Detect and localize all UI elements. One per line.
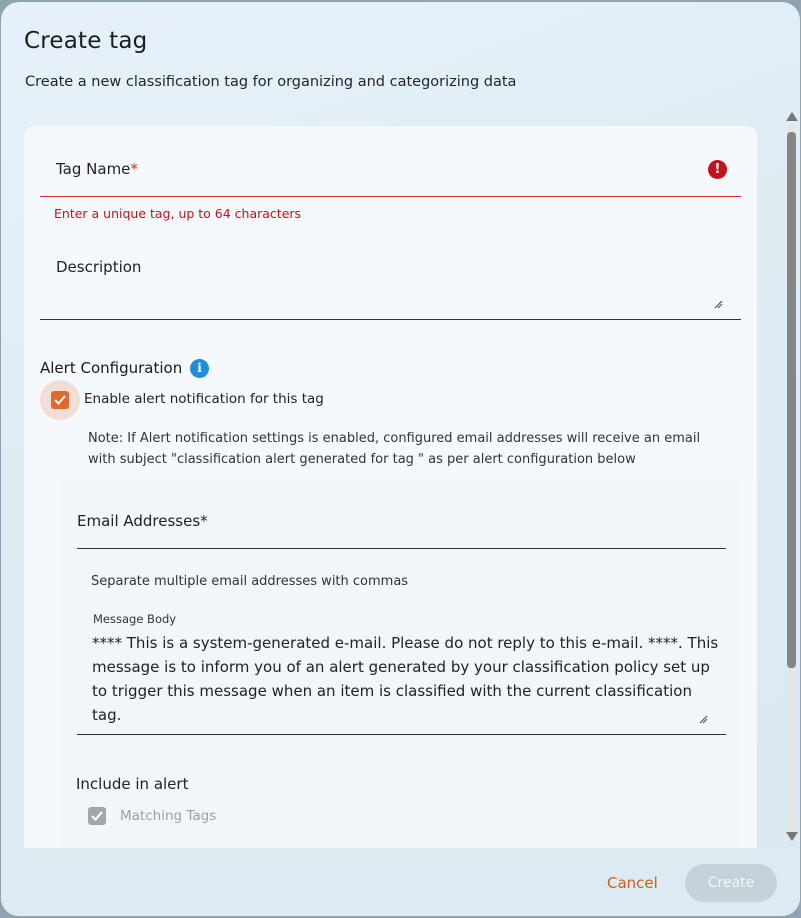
error-icon: ! xyxy=(708,160,727,179)
email-helper-text: Separate multiple email addresses with commas xyxy=(91,574,409,589)
description-underline xyxy=(40,319,741,320)
info-icon[interactable]: i xyxy=(190,359,209,378)
dialog-title: Create tag xyxy=(24,28,148,54)
message-body-textarea[interactable]: **** This is a system-generated e-mail. Please do not reply to this e-mail. ****. This message is to inform you of an alert generated by your classification policy set up to trigger this message when an item is classified with the current classification tag. xyxy=(92,634,719,724)
include-in-alert-title: Include in alert xyxy=(76,775,189,793)
tag-name-error-text: Enter a unique tag, up to 64 characters xyxy=(54,206,302,221)
form-card xyxy=(24,126,757,848)
check-icon xyxy=(53,393,67,407)
resize-handle-icon[interactable] xyxy=(699,715,708,724)
message-body-underline xyxy=(77,734,726,735)
resize-handle-icon[interactable] xyxy=(714,300,723,309)
email-addresses-label: Email Addresses* xyxy=(77,512,208,530)
dialog-subtitle: Create a new classification tag for organizing and categorizing data xyxy=(25,74,517,90)
enable-alert-checkbox[interactable] xyxy=(51,391,69,409)
alert-note: Note: If Alert notification settings is enabled, configured email addresses will receive an email with subject "classification alert generated for tag " as per alert configuration below xyxy=(88,431,701,467)
alert-configuration-title: Alert Configuration xyxy=(40,359,183,377)
email-addresses-underline xyxy=(77,548,726,549)
description-label: Description xyxy=(56,258,142,276)
scrollbar-thumb[interactable] xyxy=(787,132,796,668)
alert-settings-panel xyxy=(62,478,738,848)
dialog-scroll-area[interactable] xyxy=(1,106,800,848)
tag-name-label: Tag Name* xyxy=(56,160,138,178)
cancel-button[interactable]: Cancel xyxy=(607,874,658,892)
scroll-down-arrow-icon[interactable] xyxy=(786,832,798,841)
create-button[interactable]: Create xyxy=(685,864,777,902)
tag-name-input[interactable] xyxy=(40,146,740,196)
message-body-label: Message Body xyxy=(93,612,177,626)
enable-alert-label: Enable alert notification for this tag xyxy=(84,391,324,407)
matching-tags-label: Matching Tags xyxy=(120,808,217,824)
email-addresses-input[interactable] xyxy=(77,498,725,548)
create-tag-dialog xyxy=(1,2,800,916)
tag-name-underline xyxy=(40,196,741,197)
description-input[interactable] xyxy=(40,244,740,318)
matching-tags-checkbox[interactable] xyxy=(88,807,106,825)
vertical-scrollbar[interactable] xyxy=(784,106,799,848)
check-icon xyxy=(90,809,104,823)
scroll-up-arrow-icon[interactable] xyxy=(786,112,798,121)
dialog-footer xyxy=(1,848,800,916)
